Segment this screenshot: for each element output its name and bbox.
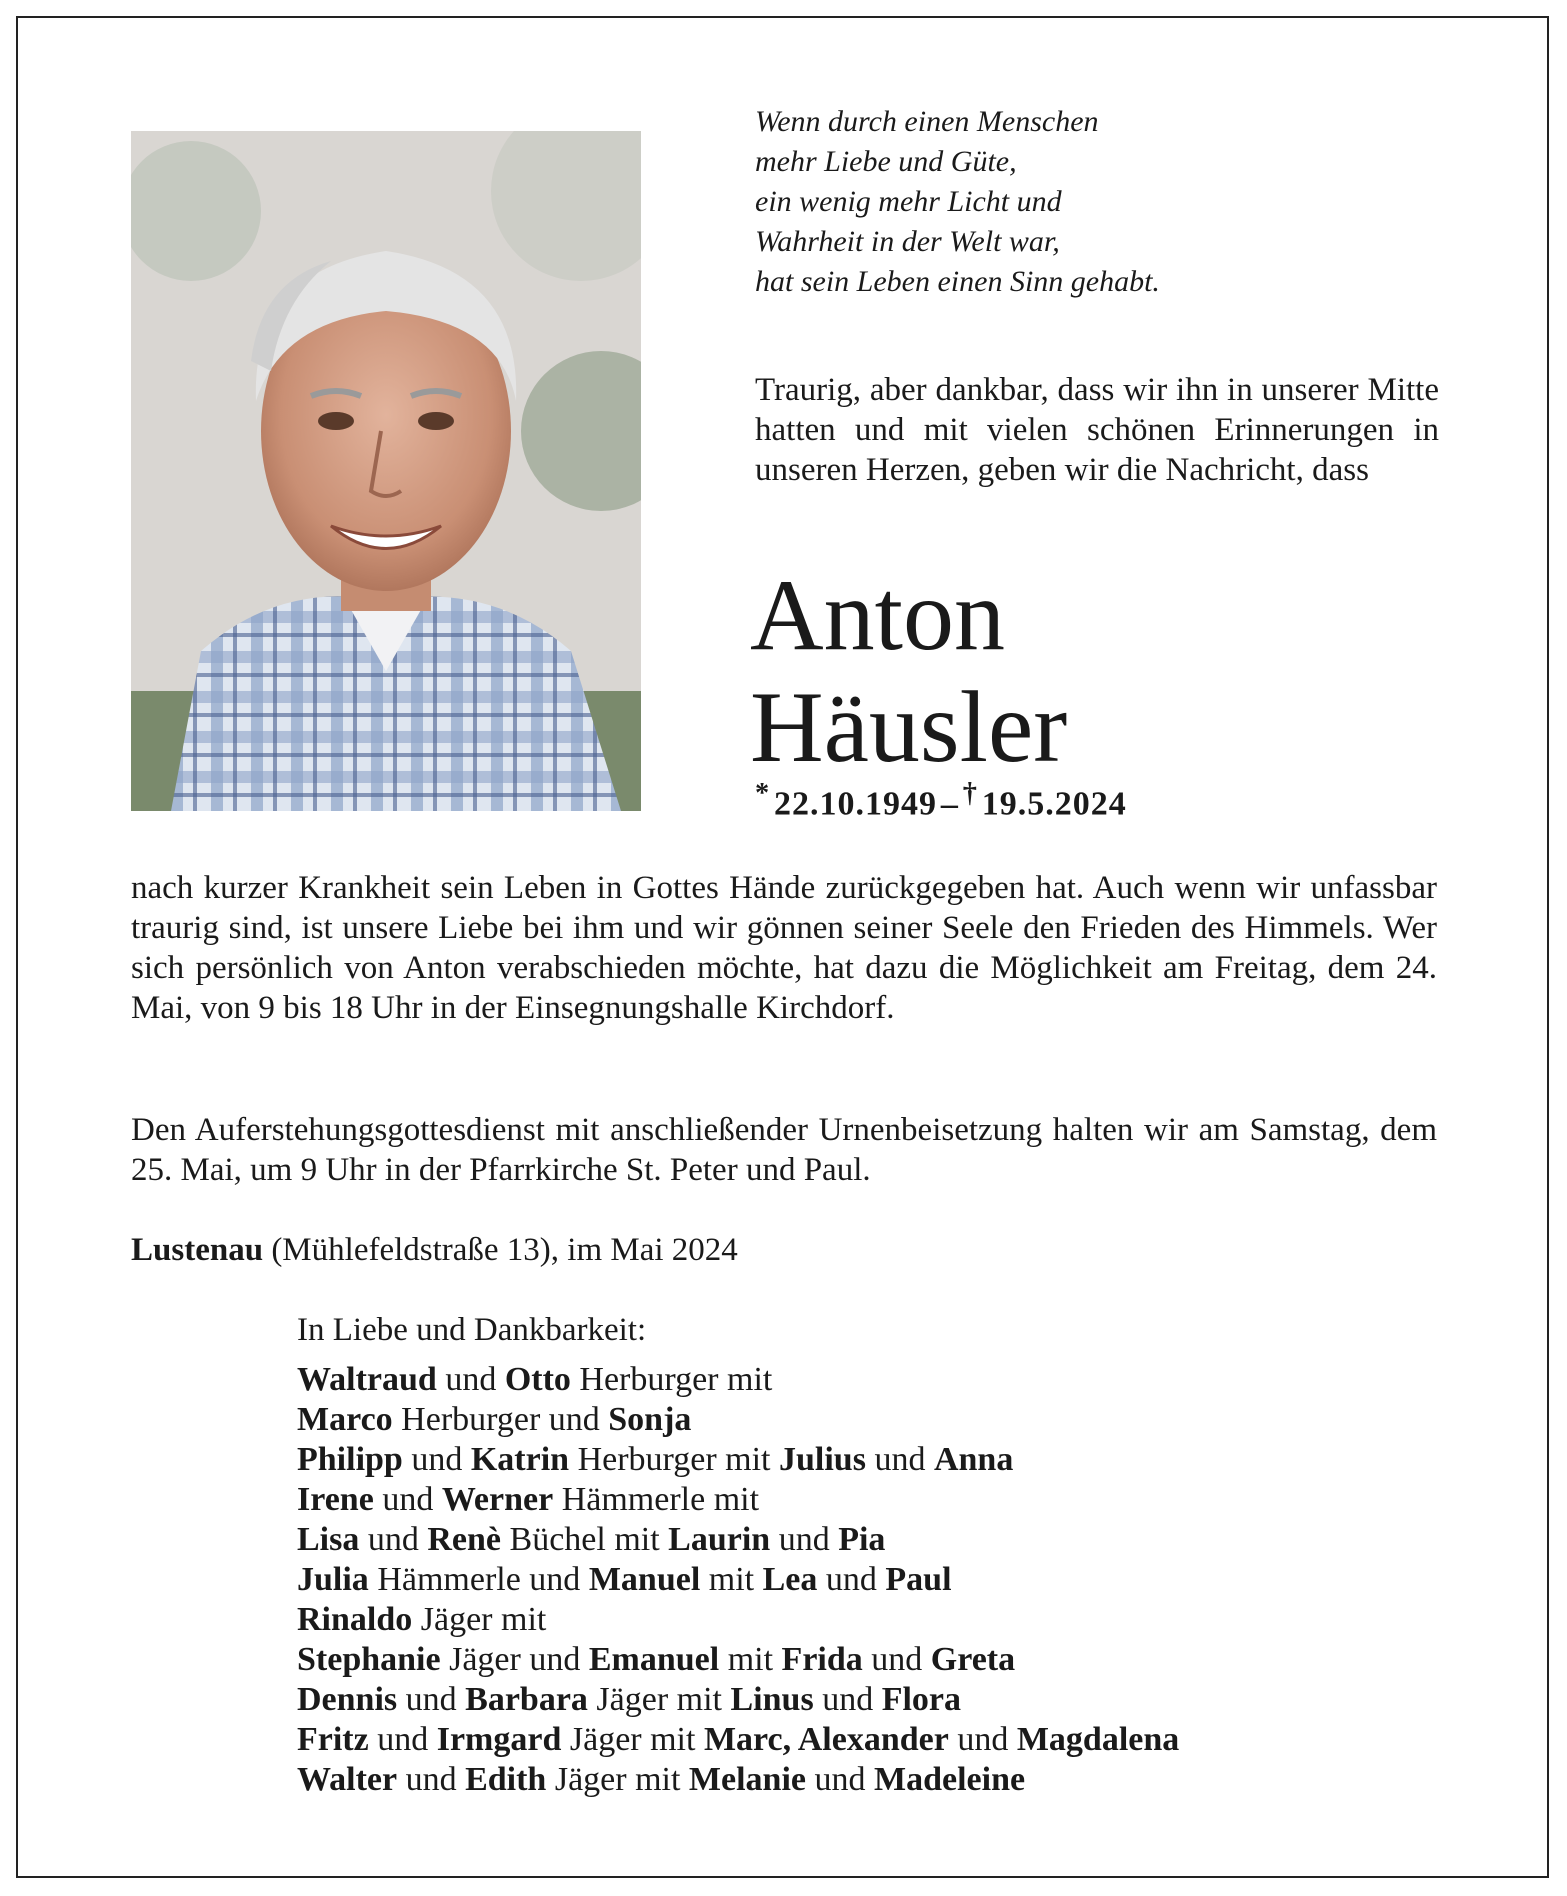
family-line [297,1480,1179,1520]
family-member-name: Marco [297,1401,393,1438]
deceased-name [750,560,1067,784]
intro-text: Traurig, aber dankbar, dass wir ihn in unserer Mitte hatten und mit vielen schönen Erinnerungen in unseren Herzen, geben wir die Nachricht, dass [755,372,1439,488]
family-member-name: Paul [885,1561,952,1598]
service-paragraph: Den Auferstehungsgottesdienst mit anschließender Urnenbeisetzung halten wir am Samstag, dem 25. Mai, um 9 Uhr in der Pfarrkirche St. Peter und Paul. [131,1112,1437,1188]
death-symbol: † [962,778,978,809]
family-member-name: Pia [838,1521,886,1558]
family-member-name: Werner [441,1481,554,1518]
family-connector: und [436,1361,505,1398]
family-connector: mit [719,1641,782,1678]
place-date-line [131,1230,738,1270]
family-line [297,1440,1179,1480]
family-line [297,1520,1179,1560]
family-connector: und [373,1481,442,1518]
portrait-photo [131,131,641,811]
family-member-name: Melanie [688,1761,806,1798]
family-connector: Jäger und [440,1641,589,1678]
family-member-name: Rinaldo [297,1601,413,1638]
family-member-name: Stephanie [297,1641,441,1678]
family-list [297,1360,1179,1800]
family-member-name: Irene [297,1481,374,1518]
family-connector: Herburger mit [569,1441,779,1478]
first-name: Anton [750,559,1005,672]
portrait-illustration [131,131,641,811]
last-name: Häusler [750,671,1068,784]
family-line [297,1680,1179,1720]
family-member-name: Barbara [465,1681,588,1718]
family-connector: und [402,1441,471,1478]
family-member-name: Irmgard [436,1721,562,1758]
main-paragraph: nach kurzer Krankheit sein Leben in Gottes Hände zurückgegeben hat. Auch wenn wir unfassbar traurig sind, ist unsere Liebe bei ihm und wir gönnen seiner Seele den Frieden des Himmels. Wer sich persönlich von Anton verabschieden möchte, hat dazu die Möglichkeit am Freitag, dem 24. Mai, von 9 bis 18 Uhr in der Einsegnungshalle Kirchdorf. [131,870,1437,1026]
family-connector: und [948,1721,1017,1758]
family-member-name: Linus [730,1681,814,1718]
family-member-name: Greta [930,1641,1016,1678]
family-connector: Herburger und [392,1401,609,1438]
family-member-name: Marc, Alexander [703,1721,949,1758]
poem-line: ein wenig mehr Licht und [755,185,1062,218]
family-member-name: Walter [297,1761,398,1798]
family-member-name: Julius [779,1441,866,1478]
family-member-name: Julia [297,1561,369,1598]
poem [755,102,1495,302]
family-connector: Hämmerle und [368,1561,589,1598]
family-connector: und [368,1721,437,1758]
poem-line: Wahrheit in der Welt war, [755,225,1060,258]
poem-line: mehr Liebe und Güte, [755,145,1017,178]
family-line [297,1760,1179,1800]
death-date: 19.5.2024 [981,785,1127,823]
family-connector: Herburger mit [570,1361,773,1398]
family-member-name: Sonja [608,1401,692,1438]
family-connector: Büchel mit [501,1521,669,1558]
family-member-name: Laurin [668,1521,771,1558]
family-connector: Jäger mit [412,1601,547,1638]
family-member-name: Flora [881,1681,961,1718]
poem-line: Wenn durch einen Menschen [755,105,1099,138]
family-member-name: Otto [504,1361,571,1398]
family-connector: Hämmerle mit [553,1481,760,1518]
family-member-name: Lisa [297,1521,360,1558]
place-rest: (Mühlefeldstraße 13), im Mai 2024 [263,1232,738,1268]
family-line [297,1360,1179,1400]
family-connector: und [817,1561,886,1598]
family-connector: und [397,1761,466,1798]
family-connector: und [359,1521,428,1558]
family-connector: Jäger mit [546,1761,689,1798]
birth-date: 22.10.1949 [774,785,938,823]
family-connector: und [397,1681,466,1718]
family-line [297,1560,1179,1600]
family-member-name: Frida [781,1641,863,1678]
family-member-name: Lea [762,1561,818,1598]
family-member-name: Edith [465,1761,547,1798]
family-line [297,1600,1179,1640]
life-dates [755,778,1127,823]
family-member-name: Dennis [297,1681,398,1718]
poem-line: hat sein Leben einen Sinn gehabt. [755,265,1160,298]
family-member-name: Madeleine [874,1761,1026,1798]
family-member-name: Magdalena [1016,1721,1180,1758]
family-line [297,1720,1179,1760]
family-connector: und [865,1441,934,1478]
family-member-name: Fritz [297,1721,369,1758]
place-town: Lustenau [131,1232,264,1268]
family-connector: Jäger mit [561,1721,704,1758]
birth-symbol: * [755,778,771,809]
family-member-name: Emanuel [588,1641,720,1678]
family-connector: Jäger mit [587,1681,731,1718]
family-member-name: Katrin [470,1441,570,1478]
family-member-name: Waltraud [297,1361,437,1398]
family-connector: und [862,1641,931,1678]
family-connector: und [770,1521,839,1558]
family-member-name: Philipp [297,1441,403,1478]
family-member-name: Renè [427,1521,502,1558]
family-line [297,1640,1179,1680]
family-member-name: Anna [933,1441,1014,1478]
family-connector: mit [700,1561,763,1598]
family-connector: und [806,1761,874,1798]
family-connector: und [813,1681,882,1718]
signoff: In Liebe und Dankbarkeit: [297,1312,647,1348]
family-line [297,1400,1179,1440]
family-member-name: Manuel [588,1561,701,1598]
date-separator: – [940,785,959,823]
